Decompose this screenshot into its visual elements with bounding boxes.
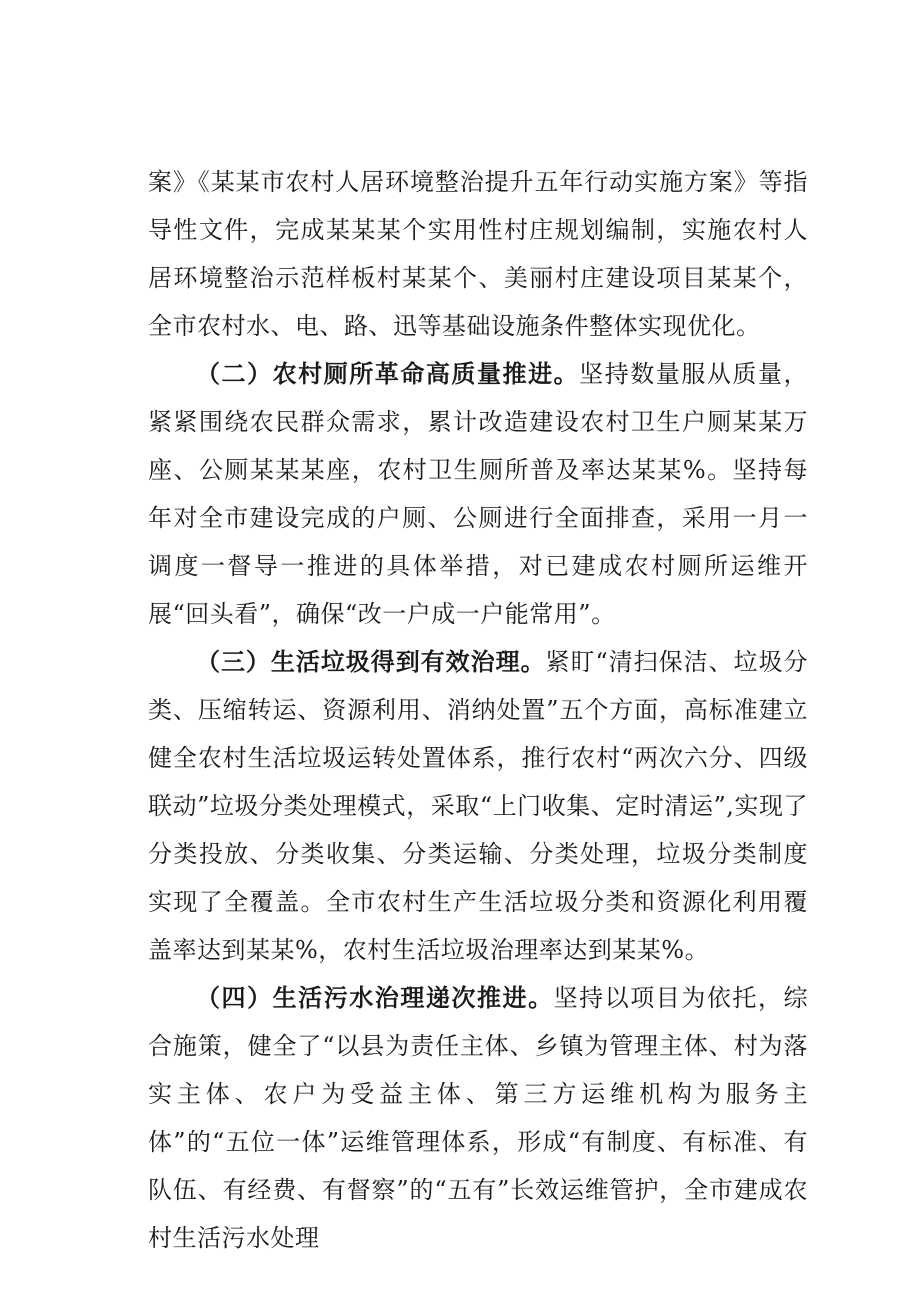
paragraph-heading: （二）农村厕所革命高质量推进。	[196, 360, 580, 388]
paragraph-continuation	[148, 158, 808, 350]
paragraph-text: 坚持以项目为依托，综合施策，健全了“以县为责任主体、乡镇为管理主体、村为落实主体、农户为受益主体、第三方运维机构为服务主体”的“五位一体”运维管理体系，形成“有制度、有标准、有队伍、有经费、有督察”的“五有”长效运维管护，全市建成农村生活污水处理	[148, 984, 808, 1252]
paragraph-text: 紧盯“清扫保洁、垃圾分类、压缩转运、资源利用、消纳处置”五个方面，高标准建立健全农村生活垃圾运转处置体系，推行农村“两次六分、四级联动”垃圾分类处理模式，采取“上门收集、定时清运”,实现了分类投放、分类收集、分类运输、分类处理，垃圾分类制度实现了全覆盖。全市农村生产生活垃圾分类和资源化利用覆盖率达到某某%，农村生活垃圾治理率达到某某%。	[148, 648, 808, 964]
paragraph-text: 案》《某某市农村人居环境整治提升五年行动实施方案》等指导性文件，完成某某某个实用性村庄规划编制，实施农村人居环境整治示范样板村某某个、美丽村庄建设项目某某个，全市农村水、电、路、迅等基础设施条件整体实现优化。	[148, 168, 808, 340]
paragraph-heading: （三）生活垃圾得到有效治理。	[196, 648, 546, 676]
document-body	[148, 158, 808, 1262]
paragraph-heading: （四）生活污水治理递次推进。	[196, 984, 554, 1012]
paragraph-toilet-revolution	[148, 350, 808, 638]
paragraph-sewage-treatment	[148, 974, 808, 1262]
paragraph-garbage-treatment	[148, 638, 808, 974]
paragraph-text: 坚持数量服从质量，紧紧围绕农民群众需求，累计改造建设农村卫生户厕某某万座、公厕某某某座，农村卫生厕所普及率达某某%。坚持每年对全市建设完成的户厕、公厕进行全面排查，采用一月一调度一督导一推进的具体举措，对已建成农村厕所运维开展“回头看”，确保“改一户成一户能常用”。	[148, 360, 809, 628]
